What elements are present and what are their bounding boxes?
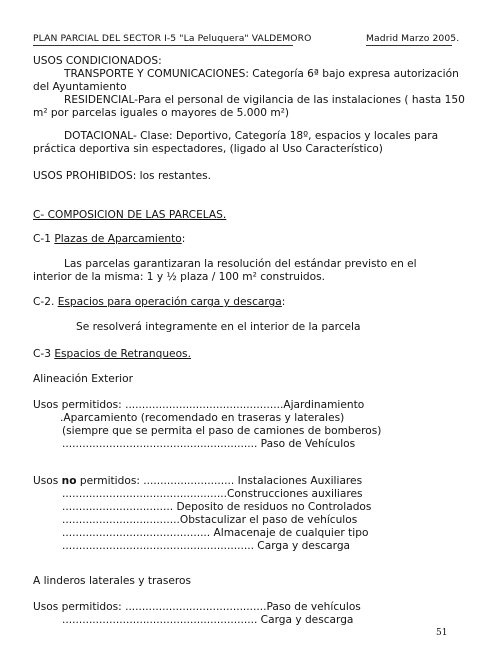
header-title: PLAN PARCIAL DEL SECTOR I-5 "La Peluquera" VALDEMORO bbox=[33, 33, 312, 44]
permitidos-line3: (siempre que se permita el paso de camiones de bomberos) bbox=[62, 425, 382, 437]
no-permitidos-line5: ............................................ Almacenaje de cualquier tipo bbox=[62, 527, 369, 539]
usos-prohibidos: USOS PROHIBIDOS: los restantes. bbox=[33, 170, 212, 182]
no-permitidos-bold: no bbox=[61, 475, 77, 487]
no-permitidos-line1 bbox=[33, 475, 362, 488]
permitidos-line4: .......................................................... Paso de Vehículos bbox=[62, 438, 356, 450]
no-permitidos-pre: Usos bbox=[33, 475, 62, 487]
dotacional-line1: DOTACIONAL- Clase: Deportivo, Categoría 18º, espacios y locales para bbox=[64, 130, 439, 142]
c2-heading bbox=[33, 296, 285, 309]
header-rule-right bbox=[366, 45, 452, 46]
c2-title: Espacios para operación carga y descarga bbox=[57, 296, 282, 308]
dotacional-line2: práctica deportiva sin espectadores, (ligado al Uso Característico) bbox=[33, 143, 383, 155]
linderos-line2: .......................................................... Carga y descarga bbox=[62, 614, 354, 626]
linderos-title: A linderos laterales y traseros bbox=[33, 575, 192, 587]
permitidos-line2: .Aparcamiento (recomendado en traseras y laterales) bbox=[60, 412, 345, 424]
c2-line1: Se resolverá integramente en el interior de la parcela bbox=[76, 321, 361, 333]
page-number: 51 bbox=[436, 628, 448, 638]
c1-heading bbox=[33, 233, 185, 246]
transporte-line1: TRANSPORTE Y COMUNICACIONES: Categoría 6ª bajo expresa autorización bbox=[64, 68, 459, 80]
c2-prefix: C-2. bbox=[33, 296, 58, 308]
residencial-line2: m² por parcelas iguales o mayores de 5.000 m²) bbox=[33, 107, 290, 119]
c1-suffix: : bbox=[181, 233, 186, 245]
permitidos-line1: Usos permitidos: ...............................................Ajardinamiento bbox=[33, 399, 365, 411]
c1-prefix: C-1 bbox=[33, 233, 55, 245]
c1-title: Plazas de Aparcamiento bbox=[54, 233, 182, 245]
usos-condicionados-title: USOS CONDICIONADOS: bbox=[33, 55, 162, 67]
header-date: Madrid Marzo 2005. bbox=[366, 33, 460, 44]
residencial-line1: RESIDENCIAL-Para el personal de vigilancia de las instalaciones ( hasta 150 bbox=[64, 94, 465, 106]
no-permitidos-line2: .................................................Construcciones auxiliares bbox=[62, 488, 363, 500]
no-permitidos-line4: ...................................Obstaculizar el paso de vehículos bbox=[62, 514, 358, 526]
no-permitidos-line3: ................................. Deposito de residuos no Controlados bbox=[62, 501, 372, 513]
alineacion-exterior: Alineación Exterior bbox=[33, 373, 133, 385]
c3-title: Espacios de Retranqueos. bbox=[54, 348, 191, 360]
c3-prefix: C-3 bbox=[33, 348, 55, 360]
c2-suffix: : bbox=[281, 296, 286, 308]
no-permitidos-line6: ......................................................... Carga y descarga bbox=[62, 540, 351, 552]
c1-line2: interior de la misma: 1 y ½ plaza / 100 m² construidos. bbox=[33, 271, 325, 283]
c1-line1: Las parcelas garantizaran la resolución del estándar previsto en el bbox=[64, 258, 417, 270]
header-rule-left bbox=[33, 45, 293, 46]
section-c-title: C- COMPOSICION DE LAS PARCELAS. bbox=[33, 209, 227, 221]
linderos-line1: Usos permitidos: ..........................................Paso de vehículos bbox=[33, 601, 361, 613]
no-permitidos-post: permitidos: ........................... Instalaciones Auxiliares bbox=[76, 475, 363, 487]
c3-heading bbox=[33, 348, 191, 361]
transporte-line2: del Ayuntamiento bbox=[33, 81, 127, 93]
